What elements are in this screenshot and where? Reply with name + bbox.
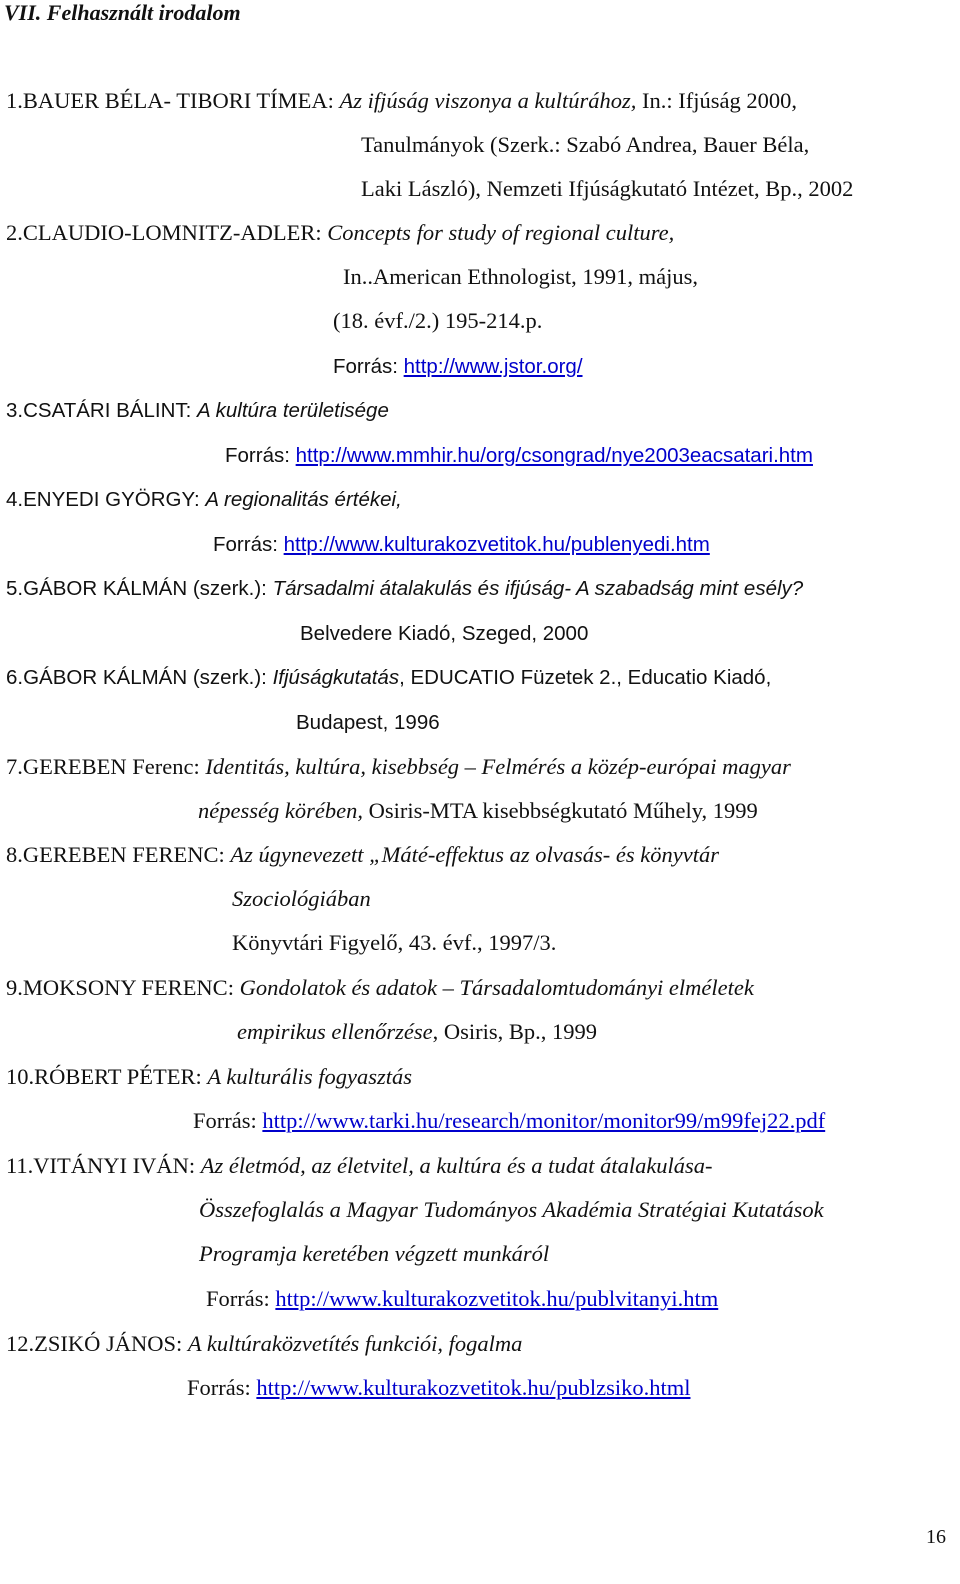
ref-link[interactable]: http://www.mmhir.hu/org/csongrad/nye2003eacsatari.htm <box>295 444 813 467</box>
ref-9: 9.MOKSONY FERENC: Gondolatok és adatok – Társadalomtudományi elméletek <box>6 975 754 1000</box>
ref-11: 11.VITÁNYI IVÁN: Az életmód, az életvitel, a kultúra és a tudat átalakulása- <box>6 1153 713 1178</box>
ref-3: 3.CSATÁRI BÁLINT: A kultúra területisége <box>6 399 389 422</box>
ref-author: GEREBEN Ferenc: <box>22 754 200 779</box>
ref-12: 12.ZSIKÓ JÁNOS: A kultúraközvetítés funkciói, fogalma <box>6 1331 523 1356</box>
ref-title: A kulturális fogyasztás <box>207 1064 412 1089</box>
ref-8-cont: Könyvtári Figyelő, 43. évf., 1997/3. <box>232 930 557 955</box>
ref-10: 10.RÓBERT PÉTER: A kulturális fogyasztás <box>6 1064 412 1089</box>
ref-title: Gondolatok és adatok – Társadalomtudományi elméletek <box>239 975 754 1000</box>
ref-4-source: Forrás: http://www.kulturakozvetitok.hu/publenyedi.htm <box>213 533 710 556</box>
ref-3-source: Forrás: http://www.mmhir.hu/org/csongrad/nye2003eacsatari.htm <box>225 444 813 467</box>
ref-title: Az úgynevezett „Máté-effektus az olvasás- és könyvtár <box>230 842 719 867</box>
ref-author: ZSIKÓ JÁNOS: <box>34 1331 183 1356</box>
ref-8: 8.GEREBEN FERENC: Az úgynevezett „Máté-effektus az olvasás- és könyvtár <box>6 842 719 867</box>
ref-title: Az életmód, az életvitel, a kultúra és a tudat átalakulása- <box>200 1153 713 1178</box>
ref-title: A kultúra területisége <box>197 399 389 422</box>
ref-author: MOKSONY FERENC: <box>22 975 234 1000</box>
ref-7: 7.GEREBEN Ferenc: Identitás, kultúra, kisebbség – Felmérés a közép-európai magyar <box>6 754 791 779</box>
ref-author: GEREBEN FERENC: <box>22 842 225 867</box>
ref-5-cont: Belvedere Kiadó, Szeged, 2000 <box>300 622 589 645</box>
ref-author: CLAUDIO-LOMNITZ-ADLER: <box>22 220 322 245</box>
ref-9-cont: empirikus ellenőrzése, Osiris, Bp., 1999 <box>237 1019 597 1044</box>
page-heading: VII. Felhasznált irodalom <box>4 0 241 25</box>
ref-1-cont: Laki László), Nemzeti Ifjúságkutató Intézet, Bp., 2002 <box>361 176 854 201</box>
ref-2-source: Forrás: http://www.jstor.org/ <box>333 355 583 378</box>
ref-link[interactable]: http://www.tarki.hu/research/monitor/monitor99/m99fej22.pdf <box>262 1108 826 1133</box>
ref-author: ENYEDI GYÖRGY: <box>23 488 200 511</box>
ref-author: RÓBERT PÉTER: <box>34 1064 202 1089</box>
ref-title: Concepts for study of regional culture, <box>327 220 675 245</box>
ref-link[interactable]: http://www.kulturakozvetitok.hu/publzsiko.html <box>256 1375 691 1400</box>
ref-title: Az ifjúság viszonya a kultúrához, <box>339 88 637 113</box>
ref-6-cont: Budapest, 1996 <box>296 711 440 734</box>
ref-2: 2.CLAUDIO-LOMNITZ-ADLER: Concepts for study of regional culture, <box>6 220 675 245</box>
ref-11-source: Forrás: http://www.kulturakozvetitok.hu/publvitanyi.htm <box>206 1286 719 1311</box>
ref-link[interactable]: http://www.kulturakozvetitok.hu/publvitanyi.htm <box>275 1286 719 1311</box>
ref-author: VITÁNYI IVÁN: <box>33 1153 196 1178</box>
ref-link[interactable]: http://www.kulturakozvetitok.hu/publenyedi.htm <box>283 533 710 556</box>
ref-author: GÁBOR KÁLMÁN (szerk.): <box>23 666 267 689</box>
ref-title: A kultúraközvetítés funkciói, fogalma <box>187 1331 523 1356</box>
ref-link[interactable]: http://www.jstor.org/ <box>403 355 583 378</box>
ref-12-source: Forrás: http://www.kulturakozvetitok.hu/publzsiko.html <box>187 1375 691 1400</box>
ref-11-cont: Programja keretében végzett munkáról <box>199 1241 550 1266</box>
ref-7-cont: népesség körében, Osiris-MTA kisebbségkutató Műhely, 1999 <box>198 798 758 823</box>
ref-1-cont: Tanulmányok (Szerk.: Szabó Andrea, Bauer Béla, <box>361 132 810 157</box>
ref-5: 5.GÁBOR KÁLMÁN (szerk.): Társadalmi átalakulás és ifjúság- A szabadság mint esély? <box>6 577 804 600</box>
ref-6: 6.GÁBOR KÁLMÁN (szerk.): Ifjúságkutatás, EDUCATIO Füzetek 2., Educatio Kiadó, <box>6 666 772 689</box>
ref-8-cont: Szociológiában <box>232 886 371 911</box>
ref-title: Társadalmi átalakulás és ifjúság- A szabadság mint esély? <box>272 577 804 600</box>
ref-11-cont: Összefoglalás a Magyar Tudományos Akadémia Stratégiai Kutatások <box>199 1197 824 1222</box>
ref-4: 4.ENYEDI GYÖRGY: A regionalitás értékei, <box>6 488 402 511</box>
ref-author: CSATÁRI BÁLINT: <box>23 399 192 422</box>
page-number: 16 <box>926 1526 946 1548</box>
ref-2-cont: In..American Ethnologist, 1991, május, <box>343 264 698 289</box>
ref-author: GÁBOR KÁLMÁN (szerk.): <box>23 577 267 600</box>
ref-title: Ifjúságkutatás <box>272 666 400 689</box>
ref-title: A regionalitás értékei, <box>205 488 402 511</box>
ref-1: 1.BAUER BÉLA- TIBORI TÍMEA: Az ifjúság viszonya a kultúrához, In.: Ifjúság 2000, <box>6 88 798 113</box>
ref-10-source: Forrás: http://www.tarki.hu/research/monitor/monitor99/m99fej22.pdf <box>193 1108 826 1133</box>
ref-title: Identitás, kultúra, kisebbség – Felmérés a közép-európai magyar <box>205 754 791 779</box>
ref-author: BAUER BÉLA- TIBORI TÍMEA: <box>22 88 334 113</box>
ref-2-cont: (18. évf./2.) 195-214.p. <box>333 308 543 333</box>
